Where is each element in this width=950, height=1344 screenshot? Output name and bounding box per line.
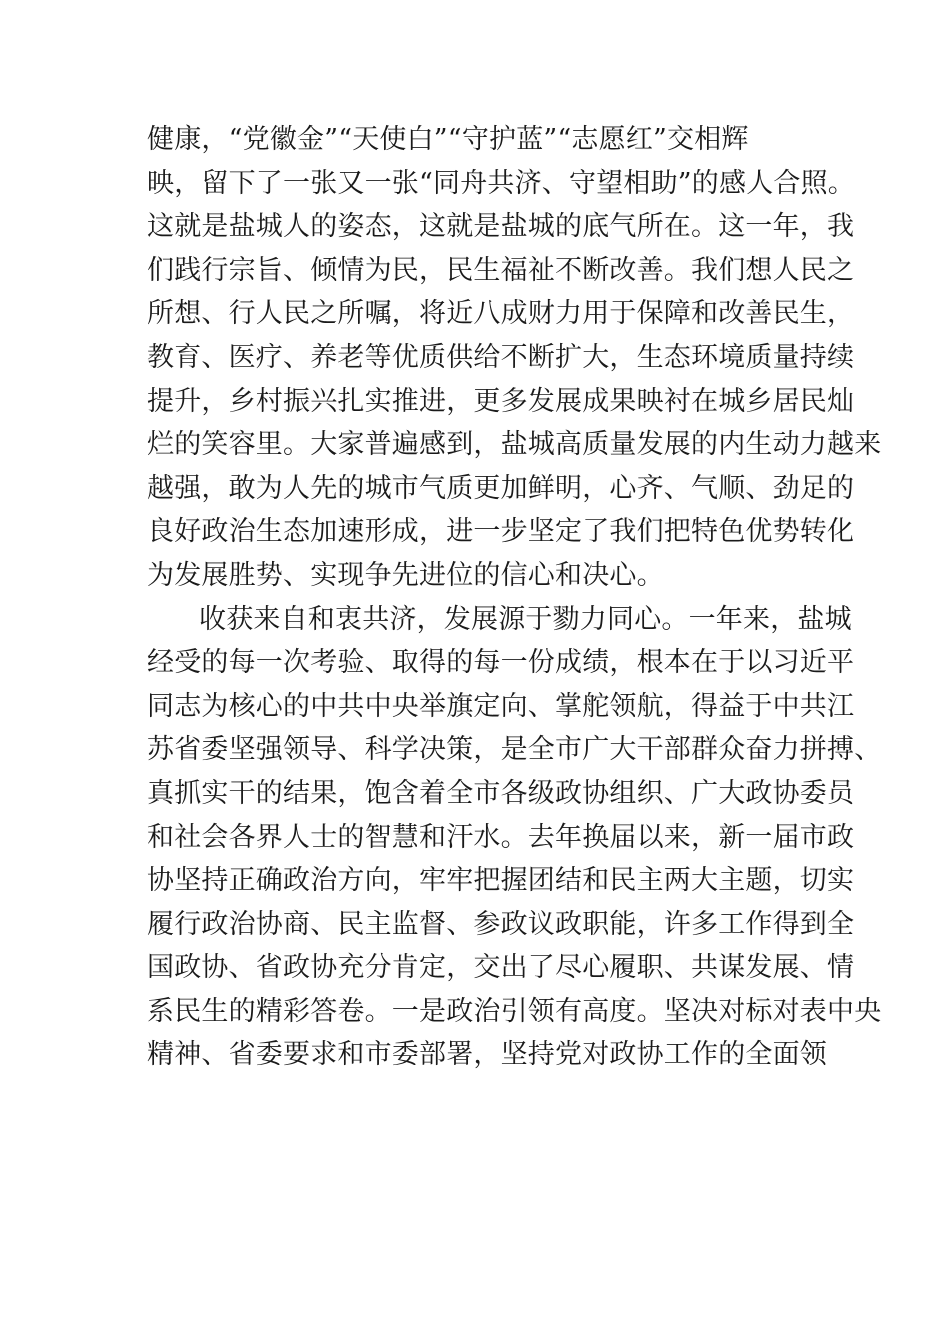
text-line: 为发展胜势、实现争先进位的信心和决心。: [147, 559, 664, 591]
text-line: 所想、行人民之所嘱，将近八成财力用于保障和改善民生，: [147, 298, 855, 330]
text-line: 烂的笑容里。大家普遍感到，盐城高质量发展的内生动力越来: [147, 429, 882, 461]
text-line: 系民生的精彩答卷。一是政治引领有高度。坚决对标对表中央: [147, 995, 882, 1027]
paragraph-1: [147, 118, 882, 598]
text-line: 真抓实干的结果，饱含着全市各级政协组织、广大政协委员: [147, 777, 855, 809]
text-line: 健康，“党徽金”“天使白”“守护蓝”“志愿红”交相辉: [147, 124, 749, 155]
text-line: 教育、医疗、养老等优质供给不断扩大，生态环境质量持续: [147, 341, 855, 373]
text-line: 协坚持正确政治方向，牢牢把握团结和民主两大主题，切实: [147, 865, 855, 897]
text-line: 这就是盐城人的姿态，这就是盐城的底气所在。这一年，我: [147, 211, 855, 243]
text-line: 们践行宗旨、倾情为民，民生福祉不断改善。我们想人民之: [147, 254, 855, 286]
text-line: 和社会各界人士的智慧和汗水。去年换届以来，新一届市政: [147, 821, 855, 853]
text-line: 履行政治协商、民主监督、参政议政职能，许多工作得到全: [147, 908, 855, 940]
text-line: 提升，乡村振兴扎实推进，更多发展成果映衬在城乡居民灿: [147, 385, 855, 417]
body-text: [147, 118, 882, 1077]
text-line: 精神、省委要求和市委部署，坚持党对政协工作的全面领: [147, 1039, 827, 1071]
paragraph-2: [147, 598, 882, 1078]
text-line: 苏省委坚强领导、科学决策，是全市广大干部群众奋力拼搏、: [147, 734, 882, 766]
text-line: 经受的每一次考验、取得的每一份成绩，根本在于以习近平: [147, 647, 855, 679]
text-line: 国政协、省政协充分肯定，交出了尽心履职、共谋发展、情: [147, 952, 855, 984]
text-line: 映，留下了一张又一张“同舟共济、守望相助”的感人合照。: [147, 167, 856, 199]
text-line: 越强，敢为人先的城市气质更加鲜明，心齐、气顺、劲足的: [147, 472, 855, 504]
text-line: 同志为核心的中共中央举旗定向、掌舵领航，得益于中共江: [147, 690, 855, 722]
text-line: 良好政治生态加速形成，进一步坚定了我们把特色优势转化: [147, 516, 855, 548]
text-line-indented: 收获来自和衷共济，发展源于勠力同心。一年来，盐城: [199, 603, 852, 635]
